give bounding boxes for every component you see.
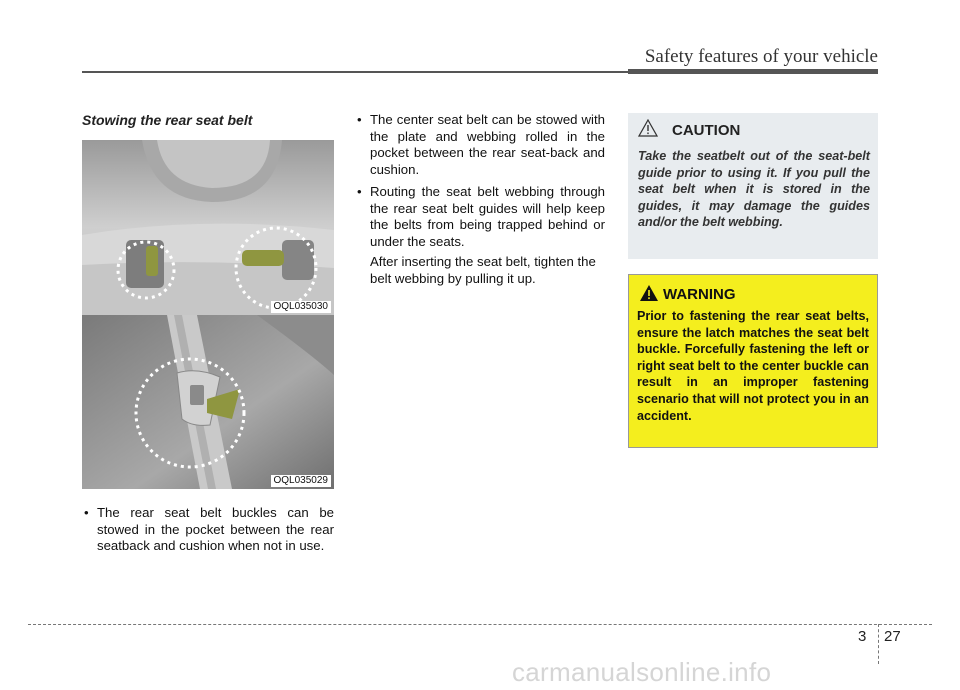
caution-title: CAUTION <box>672 122 741 139</box>
stowed-buckles-image <box>82 140 334 315</box>
image-code-label: OQL035029 <box>271 475 332 487</box>
caution-box <box>628 113 878 259</box>
footer-divider <box>878 624 879 664</box>
bullet-item: • The center seat belt can be stowed with the plate and webbing rolled in the pocket between the rear seat-back and cushion. <box>355 112 605 178</box>
footer-rule <box>28 624 932 625</box>
caution-icon <box>638 119 658 137</box>
watermark: carmanualsonline.info <box>512 657 772 687</box>
header-rule-accent <box>628 69 878 74</box>
col2-bullet-list <box>355 112 605 256</box>
bullet-item: • The rear seat belt buckles can be stowed in the pocket between the rear seatback and cushion when not in use. <box>82 505 334 555</box>
bullet-item: • Routing the seat belt webbing through the rear seat belt guides will help keep the belts from being trapped behind or under the seats. <box>355 184 605 250</box>
stowed-center-belt-image <box>82 315 334 489</box>
tighten-note: After inserting the seat belt, tighten the belt webbing by pulling it up. <box>370 254 596 286</box>
warning-box <box>628 274 878 448</box>
col1-bullet-list <box>82 505 334 561</box>
warning-text: Prior to fastening the rear seat belts, ensure the latch matches the seat belt buckle. Forcefully fastening the left or right seat belt to the center buckle can result in an improper fastening scenario that will not protect you in an accident. <box>637 309 869 423</box>
page-number: 27 <box>884 628 901 645</box>
warning-title: WARNING <box>663 286 736 303</box>
section-title: Stowing the rear seat belt <box>82 112 253 128</box>
caution-text: Take the seatbelt out of the seat-belt guide prior to using it. If you pull the seat belt when it is stored in the guides, it may damage the guides and/or the belt webbing. <box>638 149 870 229</box>
header-rule <box>82 71 628 73</box>
chapter-number: 3 <box>858 628 867 645</box>
image-code-label: OQL035030 <box>271 301 332 313</box>
chapter-header-title: Safety features of your vehicle <box>644 46 878 67</box>
warning-icon <box>639 284 659 302</box>
